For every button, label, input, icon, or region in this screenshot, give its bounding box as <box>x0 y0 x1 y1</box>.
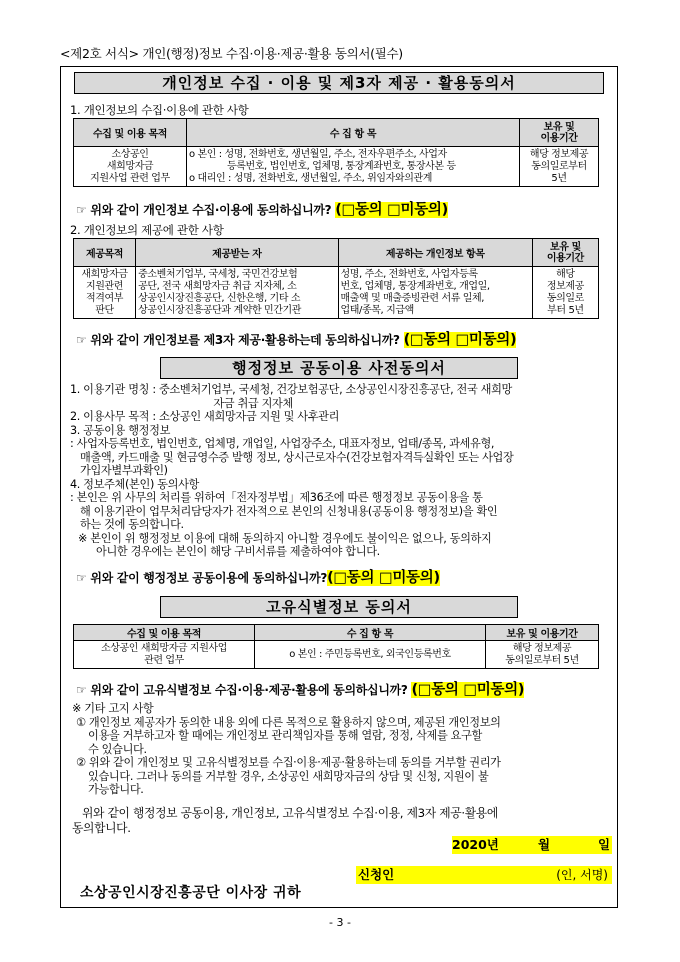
question-unique-id: ☞ 위와 같이 고유식별정보 수집·이용·제공·활용에 동의하십니까? (□동의 □미동의) <box>76 682 525 698</box>
date-month: 월 <box>538 837 551 852</box>
section1-heading: 1. 개인정보의 수집·이용에 관한 사항 <box>70 103 249 117</box>
admin-line: : 본인은 위 사무의 처리를 위하여「전자정부법」제36조에 따른 행정정보 공동이용을 통 <box>70 491 483 504</box>
admin-line: 하는 것에 동의합니다. <box>80 518 184 531</box>
cell-uid-items: ο 본인 : 주민등록번호, 외국인등록번호 <box>255 641 486 669</box>
cell-provide-period: 해당 정보제공 동의일로 부터 5년 <box>532 267 598 319</box>
cell-items: ο 본인 : 성명, 전화번호, 생년월일, 주소, 전자우편주소, 사업자 등록번호, 법인번호, 업체명, 통장계좌번호, 통장사본 등 ο 대리인 : 성명, 전화번호, 생년월일, 주소, 위임자와의관계 <box>187 147 520 187</box>
cell-uid-purpose: 소상공인 새희망자금 지원사업 관련 업무 <box>74 641 255 669</box>
applicant-label: 신청인 <box>358 867 395 882</box>
admin-line: 아니한 경우에는 본인이 해당 구비서류를 제출하여야 합니다. <box>96 545 380 558</box>
recipient-footer: 소상공인시장진흥공단 이사장 귀하 <box>80 885 302 901</box>
cell-provide-purpose: 새희망자금 지원관련 적격여부 판단 <box>74 267 136 319</box>
answer-admin-share[interactable]: (□동의 □미동의) <box>327 570 440 586</box>
col-purpose: 수집 및 이용 목적 <box>74 119 187 147</box>
closing-line: 동의합니다. <box>72 821 131 835</box>
form-label: <제2호 서식> 개인(행정)정보 수집·이용·제공·활용 동의서(필수) <box>60 46 403 61</box>
admin-line: : 사업자등록번호, 법인번호, 업체명, 개업일, 사업장주소, 대표자정보, 업태/종목, 과세유형, <box>70 437 495 450</box>
title-unique-id <box>160 596 518 618</box>
cell-provided-items: 성명, 주소, 전화번호, 사업자등록 번호, 업체명, 통장계좌번호, 개업일, 매출액 및 매출증빙관련 서류 일체, 업태/종목, 지급액 <box>338 267 532 319</box>
notice-line: ① 개인정보 제공자가 동의한 내용 외에 다른 목적으로 활용하지 않으며, 제공된 개인정보의 <box>76 715 501 729</box>
cell-period: 해당 정보제공 동의일로부터 5년 <box>520 147 599 187</box>
admin-line: 해 이용기관이 업무처리담당자가 전자적으로 본인의 신청내용(공동이용 행정정보)을 확인 <box>80 504 498 518</box>
answer-provision[interactable]: (□동의 □미동의) <box>403 332 517 348</box>
notice-line: 가능합니다. <box>88 783 144 796</box>
signature-note: (인, 서명) <box>556 868 608 882</box>
question-admin-share: ☞ 위와 같이 행정정보 공동이용에 동의하십니까?(□동의 □미동의) <box>76 570 440 586</box>
title-consent-personal-info <box>74 72 604 94</box>
cell-receiver: 중소벤처기업부, 국세청, 국민건강보험 공단, 전국 새희망자금 취급 지자체, 소 상공인시장진흥공단, 신한은행, 기타 소 상공인시장진흥공단과 계약한 민간기관 <box>136 267 338 319</box>
question-collection: ☞ 위와 같이 개인정보 수집·이용에 동의하십니까? (□동의 □미동의) <box>76 202 448 218</box>
title-text: 고유식별정보 동의서 <box>266 598 412 616</box>
admin-line: 1. 이용기관 명칭 : 중소벤처기업부, 국세청, 건강보험공단, 소상공인시장진흥공단, 전국 새희망 <box>70 383 512 396</box>
admin-line: 가입자별부과확인) <box>80 464 168 477</box>
col-provide-period: 보유 및 이용기간 <box>532 239 598 267</box>
col-uid-period: 보유 및 이용기간 <box>486 625 599 641</box>
cell-purpose: 소상공인 새희망자금 지원사업 관련 업무 <box>74 147 187 187</box>
page-number: - 3 - <box>329 916 351 929</box>
col-receiver: 제공받는 자 <box>136 239 338 267</box>
notice-line: 이용을 거부하고자 할 때에는 개인정보 관리책임자를 통해 열람, 정정, 삭제를 요구할 <box>88 729 483 742</box>
admin-line: 자금 취급 지자체 <box>170 396 293 410</box>
date-year: 2020년 <box>452 837 499 852</box>
cell-uid-period: 해당 정보제공 동의일로부터 5년 <box>486 641 599 669</box>
section2-heading: 2. 개인정보의 제공에 관한 사항 <box>70 223 224 237</box>
answer-unique-id[interactable]: (□동의 □미동의) <box>411 682 525 698</box>
col-provided-items: 제공하는 개인정보 항목 <box>338 239 532 267</box>
collection-table <box>73 118 599 187</box>
title-admin-info <box>160 357 518 379</box>
signature-field[interactable] <box>356 866 612 884</box>
notice-body <box>72 702 618 797</box>
admin-line: 4. 정보주체(본인) 동의사항 <box>70 477 199 491</box>
title-text: 행정정보 공동이용 사전동의서 <box>232 359 446 377</box>
col-provide-purpose: 제공목적 <box>74 239 136 267</box>
date-day: 일 <box>598 837 611 852</box>
col-period: 보유 및 이용기간 <box>520 119 599 147</box>
col-items: 수 집 항 목 <box>187 119 520 147</box>
question-provision: ☞ 위와 같이 개인정보를 제3자 제공·활용하는데 동의하십니까? (□동의 □미동의) <box>76 332 517 348</box>
title-text: 개인정보 수집 · 이용 및 제3자 제공 · 활용동의서 <box>162 74 516 92</box>
admin-line: 매출액, 카드매출 및 현금영수증 발행 정보, 상시근로자수(건강보험자격득실확인 또는 사업장 <box>80 450 514 464</box>
notice-line: 수 있습니다. <box>88 742 147 756</box>
unique-id-table <box>73 624 599 669</box>
closing-line: 위와 같이 행정정보 공동이용, 개인정보, 고유식별정보 수집·이용, 제3자 제공·활용에 <box>82 806 498 820</box>
admin-line: ※ 본인이 위 행정정보 이용에 대해 동의하지 아니할 경우에도 불이익은 없으나, 동의하지 <box>78 531 492 545</box>
notice-line: ※ 기타 고지 사항 <box>72 702 154 715</box>
provision-table <box>73 238 599 319</box>
notice-line: ② 위와 같이 개인정보 및 고유식별정보를 수집·이용·제공·활용하는데 동의를 거부할 권리가 <box>76 756 501 769</box>
admin-info-body <box>70 383 618 559</box>
closing-statement <box>72 806 618 836</box>
col-uid-purpose: 수집 및 이용 목적 <box>74 625 255 641</box>
answer-collection[interactable]: (□동의 □미동의) <box>335 202 448 218</box>
notice-line: 있습니다. 그러나 동의를 거부할 경우, 소상공인 새희망자금의 상담 및 신청, 지원이 불 <box>88 769 489 783</box>
admin-line: 3. 공동이용 행정정보 <box>70 423 171 437</box>
date-field[interactable] <box>452 836 612 854</box>
admin-line: 2. 이용사무 목적 : 소상공인 새희망자금 지원 및 사후관리 <box>70 410 340 423</box>
col-uid-items: 수 집 항 목 <box>255 625 486 641</box>
